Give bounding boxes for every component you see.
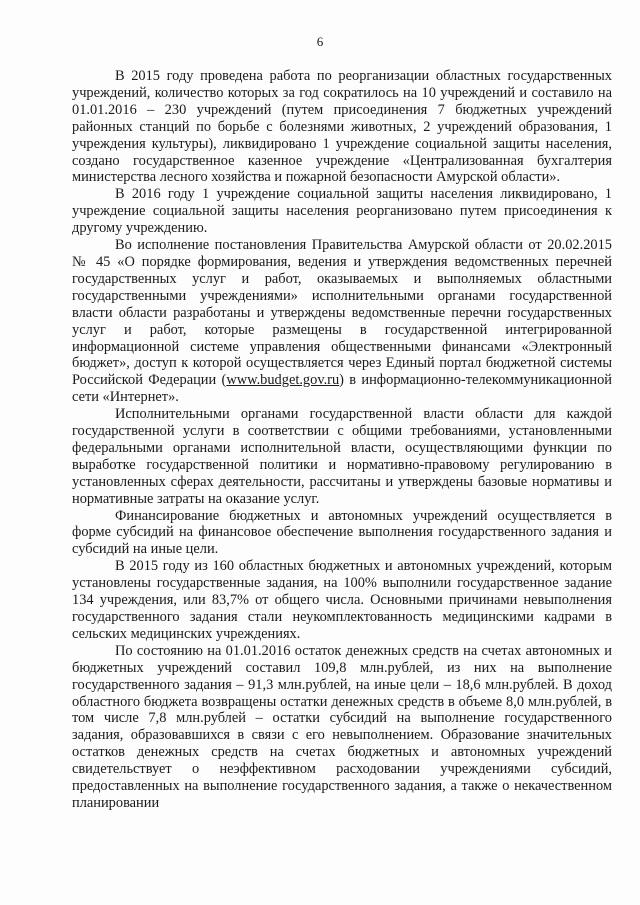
paragraph-financing: Финансирование бюджетных и автономных учреждений осуществляется в форме субсидий на финансовое обеспечение выполнения государственного задания и субсидий на иные цели.: [72, 507, 612, 558]
paragraph-state-tasks-2015: В 2015 году из 160 областных бюджетных и автономных учреждений, которым установлены государственные задания, на 100% выполнили государственное задание 134 учреждения, или 83,7% от общего числа. Основными причинами невыполнения государственного задания стали неукомплектованность медицинскими кадрами в сельских медицинских учреждениях.: [72, 558, 612, 642]
paragraph-reorganization-2015: В 2015 году проведена работа по реорганизации областных государственных учреждений, количество которых за год сократилось на 10 учреждений и составило на 01.01.2016 – 230 учреждений (путем присоединения 7 бюджетных учреждений районных станций по борьбе с болезнями животных, 2 учреждений образования, 1 учреждения культуры), ликвидировано 1 учреждение социальной защиты населения, создано государственное казенное учреждение «Централизованная бухгалтерия министерства лесного хозяйства и пожарной безопасности Амурской области».: [72, 68, 612, 186]
budget-portal-link[interactable]: www.budget.gov.ru: [226, 372, 340, 389]
page-number: 6: [316, 34, 324, 49]
paragraph-2016-changes: В 2016 году 1 учреждение социальной защиты населения ликвидировано, 1 учреждение социальной защиты населения реорганизовано путем присоединения к другому учреждению.: [72, 186, 612, 237]
paragraph-normatives: Исполнительными органами государственной власти области для каждой государственной услуги в соответствии с общими требованиями, установленными федеральными органами исполнительной власти, осуществляющими функции по выработке государственной политики и нормативно-правовому регулированию в установленных сферах деятельности, рассчитаны и утверждены базовые нормативы и нормативные затраты на оказание услуг.: [72, 406, 612, 507]
paragraph-cash-balances: По состоянию на 01.01.2016 остаток денежных средств на счетах автономных и бюджетных учреждений составил 109,8 млн.рублей, из них на выполнение государственного задания – 91,3 млн.рублей, на иные цели – 18,6 млн.рублей. В доход областного бюджета возвращены остатки денежных средств в объеме 8,0 млн.рублей, в том числе 7,8 млн.рублей – остатки субсидий на выполнение государственного задания, образовавшихся в связи с его невыполнением. Образование значительных остатков денежных средств на счетах бюджетных и автономных учреждений свидетельствует о неэффективном расходовании учреждениями субсидий, предоставленных на выполнение государственного задания, а также о некачественном планировании: [72, 642, 612, 811]
paragraph-vedomstvennye-perechni: [72, 237, 612, 406]
document-body: [72, 68, 612, 812]
paragraph-text-after-link: ) в информационно-телекоммуникационной сети «Интернет».: [72, 372, 612, 406]
paragraph-text-before-link: Во исполнение постановления Правительства Амурской области от 20.02.2015 № 45 «О порядке формирования, ведения и утверждения ведомственных перечней государственных услуг и работ, оказываемых и выполняемых областными государственными учреждениями» исполнительными органами государственной власти области разработаны и утверждены ведомственные перечни государственных услуг и работ, которые размещены в государственной интегрированной информационной системе управления общественными финансами «Электронный бюджет», доступ к которой осуществляется через Единый портал бюджетной системы Российской Федерации (: [72, 237, 612, 389]
